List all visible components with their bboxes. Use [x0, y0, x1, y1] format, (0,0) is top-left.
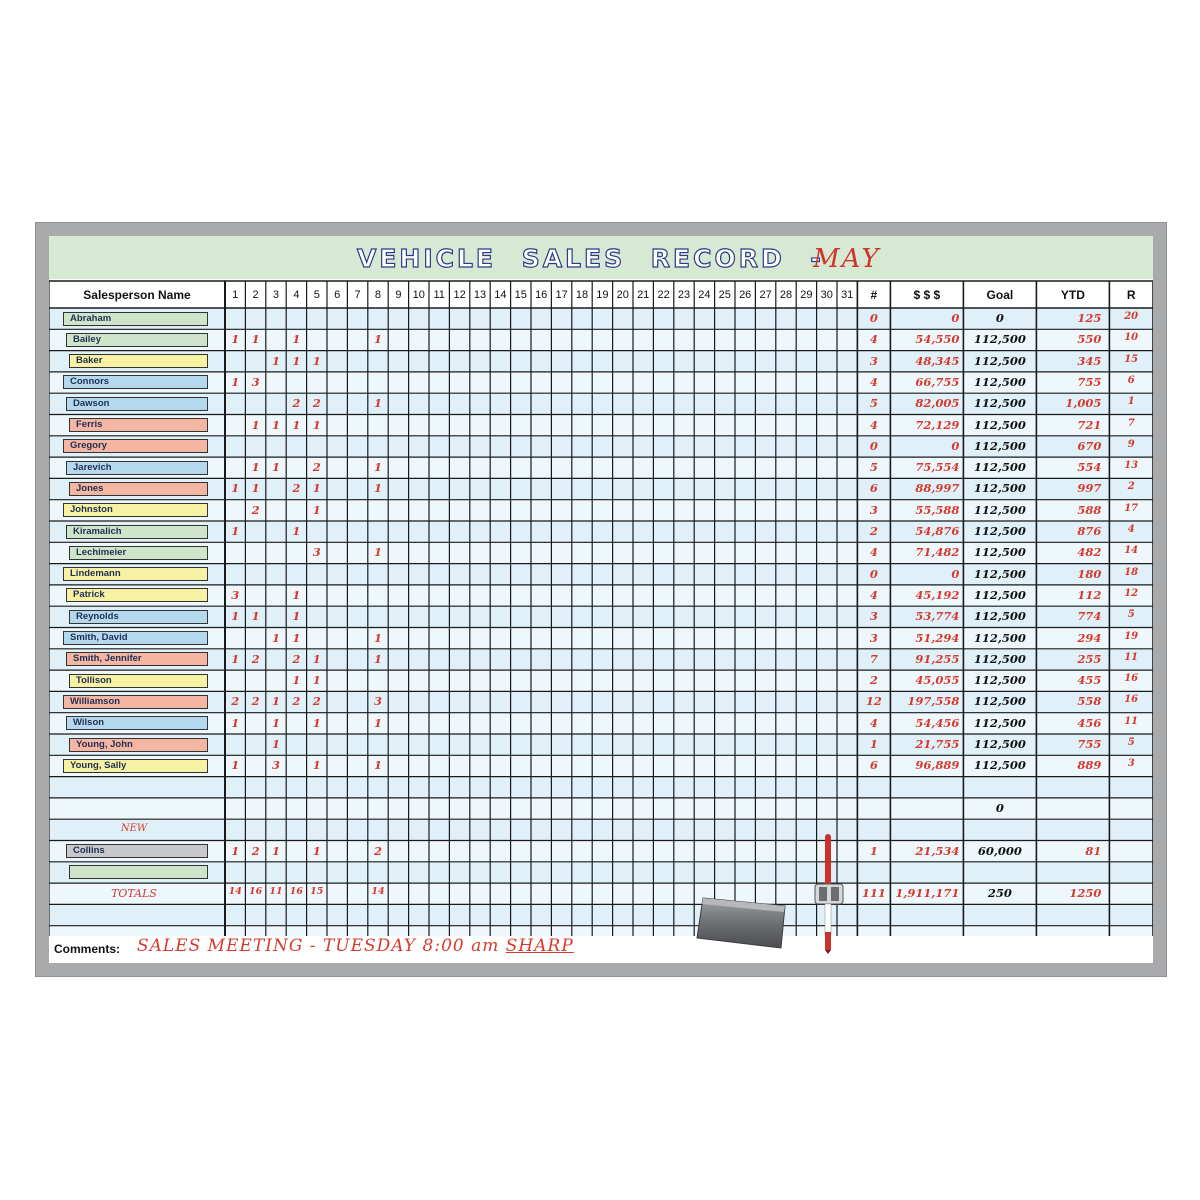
sales-ytd: 1250	[1069, 886, 1102, 901]
header-day: 27	[759, 289, 772, 301]
sales-count: 4	[869, 417, 878, 432]
salesperson-name-tag[interactable]: Kiramalich	[66, 525, 208, 539]
sales-rank: 16	[1124, 673, 1139, 685]
salesperson-name-tag[interactable]: Wilson	[66, 716, 208, 730]
sales-goal: 112,500	[973, 396, 1026, 411]
sales-dollars: 0	[951, 566, 960, 581]
day-sales-mark: 1	[231, 481, 240, 496]
sales-rank: 14	[1124, 545, 1139, 557]
day-sales-mark: 1	[373, 545, 382, 560]
sales-rank: 11	[1124, 715, 1139, 727]
sales-goal: 112,500	[973, 481, 1026, 496]
sales-ytd: 755	[1077, 737, 1102, 751]
day-sales-mark: 1	[292, 630, 301, 645]
comments-body: SALES MEETING - TUESDAY 8:00 am	[137, 936, 500, 956]
header-day: 22	[657, 289, 670, 301]
header-day: 6	[334, 289, 341, 301]
sales-ytd: 588	[1077, 502, 1102, 517]
header-day: 2	[252, 289, 259, 301]
salesperson-name-tag[interactable]: Young, Sally	[63, 759, 208, 773]
day-sales-mark: 1	[271, 715, 280, 730]
sales-dollars: 1,911,171	[895, 886, 960, 901]
sales-rank: 5	[1127, 609, 1135, 621]
header-dollars: $ $ $	[913, 288, 941, 302]
day-sales-mark: 1	[312, 673, 321, 688]
sales-ytd: 482	[1077, 545, 1102, 560]
sales-goal: 0	[995, 800, 1004, 815]
sales-dollars: 0	[951, 311, 960, 325]
salesperson-name-tag[interactable]	[69, 865, 208, 879]
day-sales-mark: 1	[312, 502, 321, 517]
sales-count: 3	[869, 502, 878, 517]
sales-dollars: 54,550	[915, 332, 960, 347]
row-label: TOTALS	[111, 887, 157, 901]
day-sales-mark: 1	[292, 353, 301, 368]
header-day: 23	[677, 289, 691, 301]
day-sales-mark: 1	[251, 332, 260, 347]
sales-rank: 10	[1124, 332, 1139, 344]
header-day: 20	[616, 289, 629, 301]
sales-dollars: 82,005	[915, 396, 960, 411]
sales-count: 4	[869, 715, 878, 730]
day-sales-mark: 1	[231, 843, 240, 858]
day-sales-mark: 1	[312, 651, 321, 666]
sales-rank: 20	[1124, 311, 1139, 322]
day-sales-mark: 3	[271, 758, 280, 773]
sales-goal: 112,500	[973, 502, 1026, 517]
day-sales-mark: 1	[231, 715, 240, 730]
day-sales-mark: 2	[292, 481, 301, 496]
day-sales-mark: 2	[292, 651, 301, 666]
sales-dollars: 66,755	[915, 374, 960, 389]
sales-goal: 112,500	[973, 673, 1026, 688]
header-day: 3	[272, 289, 280, 301]
header-day: 16	[535, 289, 548, 301]
sales-count: 0	[869, 311, 878, 325]
day-sales-mark: 1	[251, 481, 260, 496]
marker-holder-icon[interactable]	[813, 832, 845, 954]
day-sales-mark: 2	[312, 460, 321, 475]
sales-dollars: 45,192	[915, 587, 960, 602]
sales-rank: 15	[1124, 353, 1139, 365]
day-sales-mark: 1	[312, 758, 321, 773]
salesperson-name-tag[interactable]: Tollison	[69, 674, 208, 688]
sales-ytd: 774	[1077, 609, 1102, 624]
row-band	[49, 819, 1153, 840]
sales-goal: 0	[995, 311, 1004, 325]
sales-count: 4	[869, 332, 878, 347]
day-sales-mark: 3	[312, 545, 321, 560]
sales-dollars: 21,755	[915, 737, 960, 751]
comments-label: Comments:	[54, 942, 121, 956]
sales-rank: 19	[1124, 630, 1139, 642]
day-sales-mark: 1	[231, 609, 240, 624]
sales-count: 7	[869, 651, 878, 666]
day-sales-mark: 1	[251, 609, 260, 624]
sales-count: 0	[869, 566, 878, 581]
header-day: 1	[232, 289, 239, 301]
header-day: 24	[698, 289, 711, 301]
day-sales-mark: 1	[271, 353, 280, 368]
day-sales-mark: 1	[292, 332, 301, 347]
sales-goal: 112,500	[973, 566, 1026, 581]
day-sales-mark: 1	[271, 737, 280, 751]
salesperson-name-tag[interactable]: Collins	[66, 844, 208, 858]
sales-goal: 112,500	[973, 524, 1026, 538]
header-day: 25	[718, 289, 731, 301]
row-band	[49, 926, 1153, 936]
header-rank: R	[1126, 288, 1136, 302]
row-band	[49, 862, 1153, 883]
day-sales-mark: 2	[251, 843, 260, 858]
sales-dollars: 75,554	[915, 460, 960, 475]
day-sales-mark: 11	[269, 886, 283, 898]
salesperson-name-tag[interactable]: Young, John	[69, 738, 208, 752]
sales-ytd: 81	[1085, 843, 1102, 858]
day-sales-mark: 1	[271, 460, 280, 475]
header-day: 29	[800, 289, 813, 301]
day-sales-mark: 1	[312, 481, 321, 496]
sales-count: 1	[869, 843, 878, 858]
sales-goal: 112,500	[973, 587, 1026, 602]
sales-ytd: 889	[1077, 758, 1102, 773]
day-sales-mark: 16	[248, 886, 263, 898]
sales-count: 3	[869, 630, 878, 645]
header-day: 18	[575, 289, 589, 301]
sales-rank: 4	[1127, 524, 1135, 535]
salesperson-name-tag[interactable]: Lechimeier	[69, 546, 208, 560]
day-sales-mark: 1	[271, 843, 280, 858]
salesperson-name-tag[interactable]: Dawson	[66, 397, 208, 411]
sales-dollars: 54,876	[915, 524, 960, 538]
salesperson-name-tag[interactable]: Jarevich	[66, 461, 208, 475]
header-day: 12	[453, 289, 466, 301]
day-sales-mark: 2	[251, 651, 260, 666]
day-sales-mark: 1	[312, 843, 321, 858]
day-sales-mark: 2	[312, 396, 321, 411]
sales-ytd: 345	[1077, 353, 1102, 368]
day-sales-mark: 2	[251, 502, 260, 517]
eraser-icon[interactable]	[693, 892, 791, 950]
row-band	[49, 777, 1153, 798]
sales-ytd: 255	[1077, 651, 1102, 666]
header-day: 30	[820, 289, 833, 301]
header-day: 17	[555, 289, 568, 301]
day-sales-mark: 1	[271, 630, 280, 645]
sales-rank: 7	[1127, 417, 1135, 429]
sales-ytd: 876	[1077, 524, 1102, 538]
day-sales-mark: 1	[373, 758, 382, 773]
day-sales-mark: 2	[373, 843, 382, 858]
sales-goal: 60,000	[977, 843, 1022, 858]
sales-ytd: 550	[1077, 332, 1102, 347]
salesperson-name-tag[interactable]: Reynolds	[69, 610, 208, 624]
sales-dollars: 51,294	[915, 630, 960, 645]
sales-count: 4	[869, 587, 878, 602]
salesperson-name-tag[interactable]: Lindemann	[63, 567, 208, 581]
day-sales-mark: 1	[312, 417, 321, 432]
day-sales-mark: 1	[231, 332, 240, 347]
salesperson-name-tag[interactable]: Gregory	[63, 439, 208, 453]
sales-goal: 112,500	[973, 438, 1026, 453]
day-sales-mark: 1	[312, 353, 321, 368]
sales-dollars: 91,255	[915, 651, 960, 666]
header-day: 10	[412, 289, 425, 301]
salesperson-name-tag[interactable]: Jones	[69, 482, 208, 496]
day-sales-mark: 1	[292, 587, 301, 602]
day-sales-mark: 1	[373, 630, 382, 645]
day-sales-mark: 2	[251, 694, 260, 709]
sales-count: 4	[869, 374, 878, 389]
sales-ytd: 721	[1077, 417, 1102, 432]
day-sales-mark: 1	[292, 609, 301, 624]
header-salesperson-name: Salesperson Name	[83, 288, 191, 302]
day-sales-mark: 1	[292, 417, 301, 432]
sales-goal: 112,500	[973, 758, 1026, 773]
day-sales-mark: 3	[373, 694, 382, 709]
day-sales-mark: 14	[228, 886, 242, 898]
row-band	[49, 904, 1153, 925]
day-sales-mark: 1	[373, 460, 382, 475]
salesperson-name-tag[interactable]: Johnston	[63, 503, 208, 517]
sales-ytd: 670	[1077, 438, 1102, 453]
day-sales-mark: 2	[231, 694, 240, 709]
sales-goal: 112,500	[973, 332, 1026, 347]
day-sales-mark: 1	[373, 332, 382, 347]
header-day: 26	[739, 289, 752, 301]
day-sales-mark: 15	[310, 886, 324, 898]
sales-goal: 112,500	[973, 545, 1026, 560]
header-day: 9	[395, 289, 402, 301]
header-ytd: YTD	[1060, 288, 1085, 302]
sales-count: 0	[869, 438, 878, 453]
sales-rank: 2	[1127, 481, 1135, 493]
sales-rank: 16	[1124, 694, 1139, 706]
sales-rank: 5	[1127, 737, 1135, 748]
day-sales-mark: 1	[312, 715, 321, 730]
day-sales-mark: 1	[373, 396, 382, 411]
sales-dollars: 55,588	[915, 502, 960, 517]
sales-rank: 12	[1124, 587, 1139, 599]
sales-count: 1	[869, 737, 878, 751]
sales-count: 3	[869, 609, 878, 624]
sales-goal: 112,500	[973, 374, 1026, 389]
day-sales-mark: 1	[292, 673, 301, 688]
sales-rank: 13	[1124, 460, 1139, 472]
sales-ytd: 294	[1077, 630, 1102, 645]
sales-count: 5	[869, 460, 878, 475]
sales-ytd: 554	[1077, 460, 1102, 475]
salesperson-name-tag[interactable]: Smith, Jennifer	[66, 652, 208, 666]
sales-dollars: 54,456	[915, 715, 960, 730]
day-sales-mark: 1	[271, 694, 280, 709]
comments-emphasis: SHARP	[505, 936, 574, 956]
sales-rank: 3	[1127, 758, 1135, 770]
comments-text	[137, 936, 574, 956]
salesperson-name-tag[interactable]: Williamson	[63, 695, 208, 709]
sales-goal: 112,500	[973, 609, 1026, 624]
salesperson-name-tag[interactable]: Ferris	[69, 418, 208, 432]
sales-goal: 112,500	[973, 737, 1026, 751]
sales-rank: 17	[1124, 502, 1139, 514]
sales-goal: 250	[987, 886, 1012, 901]
header-day: 19	[596, 289, 609, 301]
sales-rank: 1	[1127, 396, 1135, 408]
salesperson-name-tag[interactable]: Patrick	[66, 588, 208, 602]
sales-goal: 112,500	[973, 630, 1026, 645]
sales-ytd: 755	[1077, 374, 1102, 389]
header-day: 15	[514, 289, 527, 301]
header-day: 7	[354, 289, 361, 301]
sales-count: 4	[869, 545, 878, 560]
salesperson-name-tag[interactable]: Bailey	[66, 333, 208, 347]
day-sales-mark: 2	[312, 694, 321, 709]
sales-goal: 112,500	[973, 715, 1026, 730]
sales-count: 6	[869, 481, 878, 496]
sales-ytd: 997	[1077, 481, 1102, 496]
day-sales-mark: 1	[271, 417, 280, 432]
row-label: NEW	[120, 823, 148, 835]
sales-goal: 112,500	[973, 417, 1026, 432]
sales-count: 12	[865, 694, 882, 709]
sales-dollars: 197,558	[907, 694, 960, 709]
sales-goal: 112,500	[973, 460, 1026, 475]
sales-count: 2	[869, 673, 878, 688]
sales-ytd: 125	[1077, 311, 1102, 325]
header-day: 31	[841, 289, 854, 301]
salesperson-name-tag[interactable]: Abraham	[63, 312, 208, 326]
day-sales-mark: 1	[231, 758, 240, 773]
sales-ytd: 180	[1077, 566, 1102, 581]
sales-ytd: 456	[1077, 715, 1102, 730]
sales-dollars: 48,345	[915, 353, 960, 368]
header-count: #	[870, 288, 878, 302]
header-goal: Goal	[986, 288, 1014, 302]
sales-dollars: 88,997	[915, 481, 960, 496]
sales-rank: 6	[1127, 374, 1135, 386]
sales-dollars: 96,889	[915, 758, 960, 773]
sales-rank: 9	[1127, 438, 1135, 450]
board-month: MAY	[813, 244, 881, 274]
sales-ytd: 455	[1077, 673, 1102, 688]
sales-dollars: 0	[951, 438, 960, 453]
sales-count: 2	[869, 524, 878, 538]
header-day: 21	[637, 289, 650, 301]
sales-count: 111	[861, 886, 886, 901]
sales-goal: 112,500	[973, 353, 1026, 368]
sales-count: 5	[869, 396, 878, 411]
day-sales-mark: 1	[251, 417, 260, 432]
day-sales-mark: 14	[371, 886, 385, 898]
sales-dollars: 45,055	[915, 673, 960, 688]
whiteboard	[49, 236, 1153, 963]
sales-dollars: 21,534	[915, 843, 960, 858]
day-sales-mark: 3	[231, 587, 240, 602]
sales-ytd: 558	[1077, 694, 1102, 709]
sales-dollars: 71,482	[915, 545, 960, 560]
day-sales-mark: 1	[292, 524, 301, 538]
header-day: 11	[433, 289, 445, 301]
header-day: 8	[374, 289, 382, 301]
sales-ytd: 112	[1077, 587, 1102, 602]
board-title: VEHICLE SALES RECORD -	[357, 244, 824, 273]
day-sales-mark: 2	[292, 396, 301, 411]
day-sales-mark: 1	[373, 651, 382, 666]
day-sales-mark: 1	[373, 715, 382, 730]
day-sales-mark: 16	[289, 886, 303, 898]
day-sales-mark: 2	[292, 694, 301, 709]
sales-ytd: 1,005	[1065, 396, 1102, 411]
sales-goal: 112,500	[973, 651, 1026, 666]
header-day: 14	[494, 289, 507, 301]
day-sales-mark: 1	[373, 481, 382, 496]
day-sales-mark: 1	[231, 651, 240, 666]
sales-rank: 11	[1124, 651, 1139, 663]
day-sales-mark: 3	[251, 374, 260, 389]
sales-dollars: 72,129	[915, 417, 960, 432]
header-day: 13	[473, 289, 487, 301]
header-day: 5	[313, 289, 320, 301]
sales-count: 6	[869, 758, 878, 773]
salesperson-name-tag[interactable]: Connors	[63, 375, 208, 389]
day-sales-mark: 1	[251, 460, 260, 475]
sales-dollars: 53,774	[915, 609, 960, 624]
header-day: 28	[779, 289, 793, 301]
day-sales-mark: 1	[231, 374, 240, 389]
header-day: 4	[293, 289, 300, 301]
sales-count: 3	[869, 353, 878, 368]
sales-goal: 112,500	[973, 694, 1026, 709]
sales-rank: 18	[1124, 566, 1139, 578]
day-sales-mark: 1	[231, 524, 240, 538]
salesperson-name-tag[interactable]: Baker	[69, 354, 208, 368]
salesperson-name-tag[interactable]: Smith, David	[63, 631, 208, 645]
